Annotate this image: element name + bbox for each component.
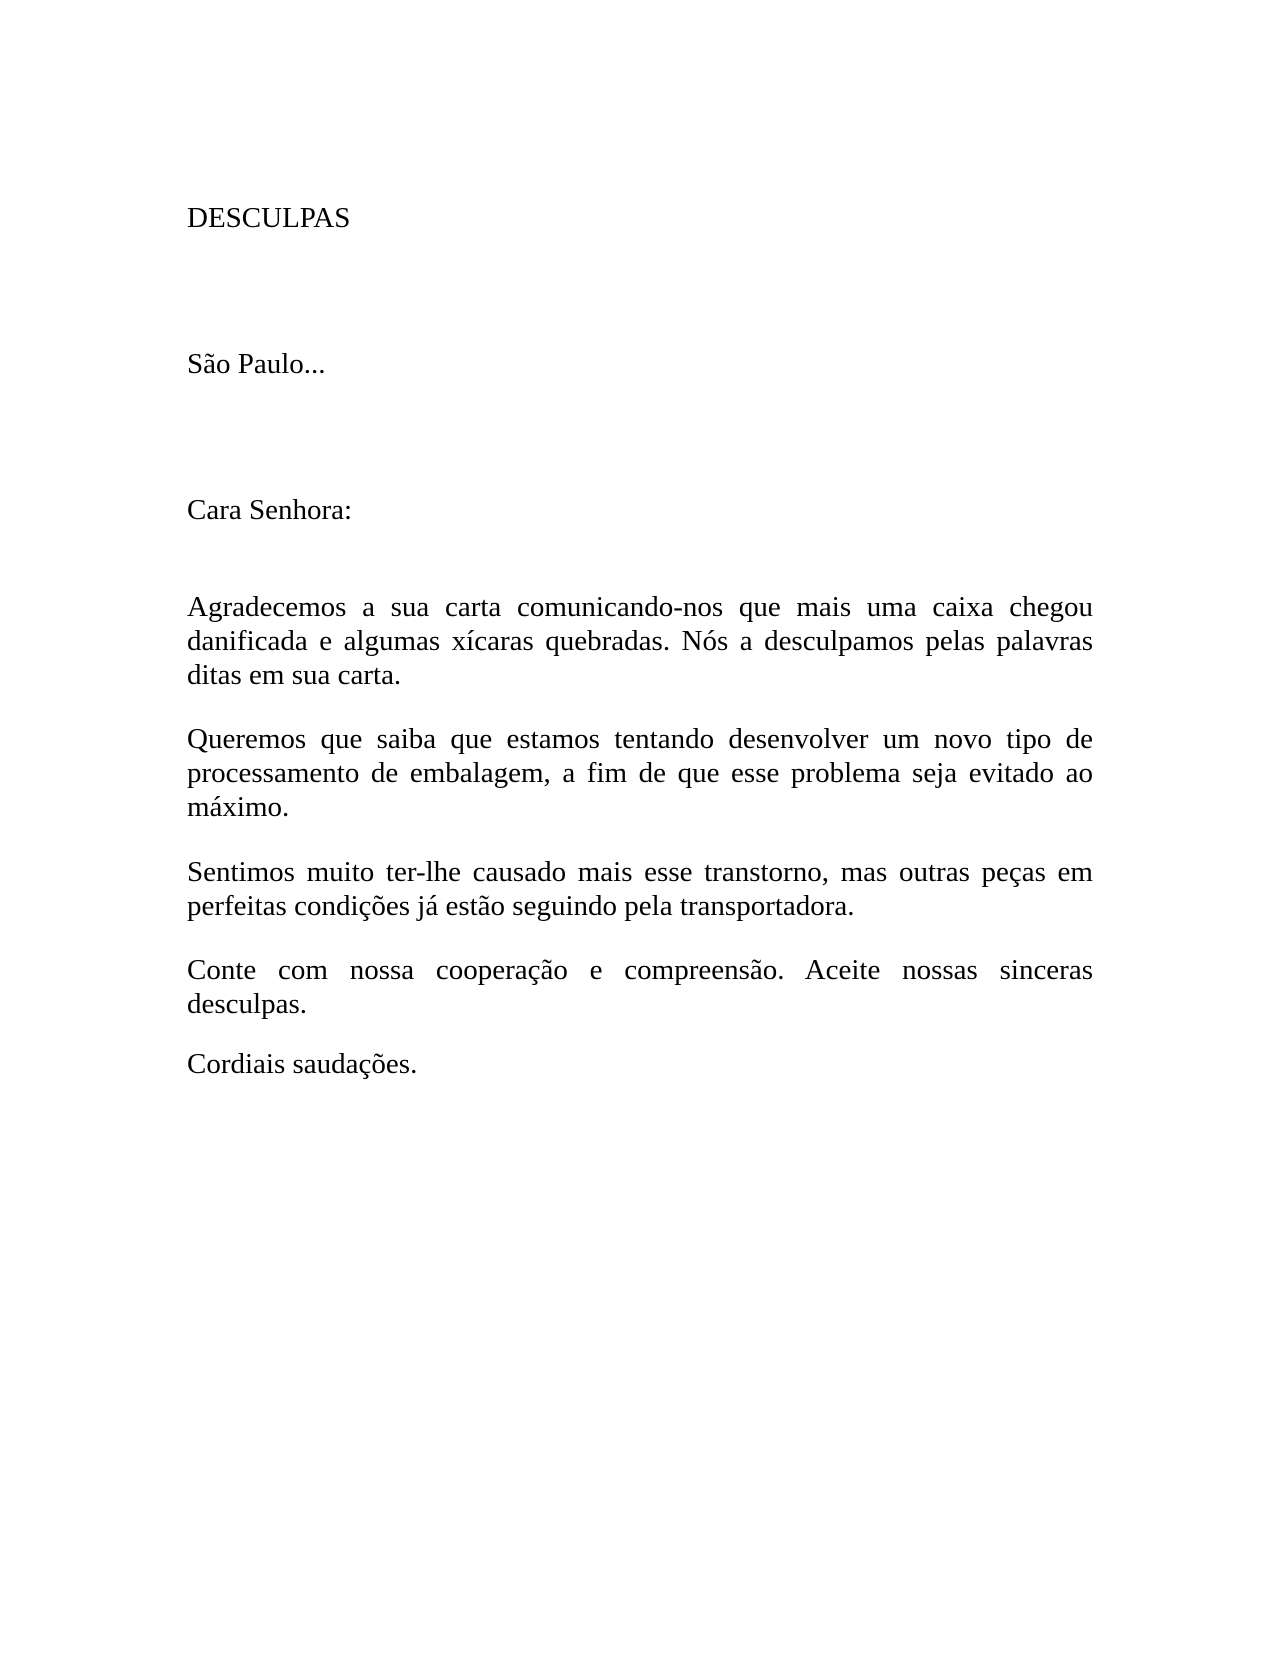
paragraph-2: Queremos que saiba que estamos tentando desenvolver um novo tipo de processamento de embalagem, a fim de que esse problema seja evitado ao máximo. [187,723,1093,823]
letter-title: DESCULPAS [187,202,351,234]
paragraph-1: Agradecemos a sua carta comunicando-nos que mais uma caixa chegou danificada e algumas xícaras quebradas. Nós a desculpamos pelas palavras ditas em sua carta. [187,591,1093,691]
letter-closing: Cordiais saudações. [187,1048,418,1080]
paragraph-3: Sentimos muito ter-lhe causado mais esse transtorno, mas outras peças em perfeitas condições já estão seguindo pela transportadora. [187,856,1093,922]
paragraph-4: Conte com nossa cooperação e compreensão. Aceite nossas sinceras desculpas. [187,954,1093,1020]
letter-salutation: Cara Senhora: [187,494,353,526]
letter-place: São Paulo... [187,348,326,380]
